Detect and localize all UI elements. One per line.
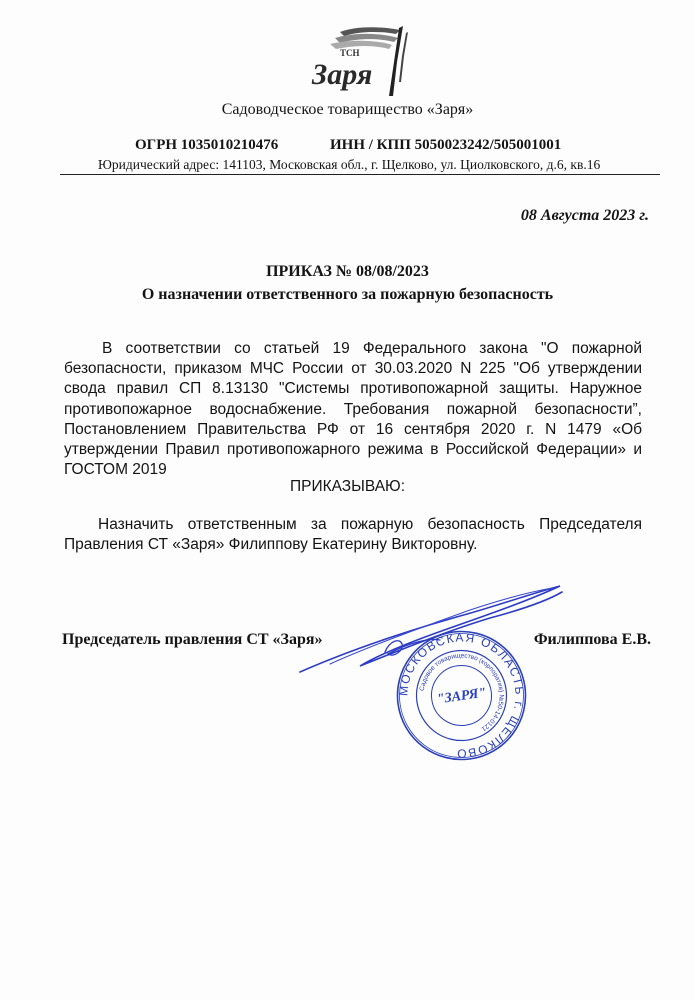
order-command: ПРИКАЗЫВАЮ: — [289, 478, 406, 495]
header-divider — [60, 174, 660, 175]
document-date: 08 Августа 2023 г. — [520, 207, 649, 224]
decision-paragraph: Назначить ответственным за пожарную безопасность Председателя Правления СТ «Заря» Филиппову Екатерину Викторовну. — [64, 516, 642, 554]
svg-text:МОСКОВСКАЯ ОБЛАСТЬ г. ЩЕЛКОВО: МОСКОВСКАЯ ОБЛАСТЬ г. ЩЕЛКОВО — [396, 630, 527, 761]
organization-logo — [300, 22, 415, 100]
svg-text:Садовое товарищество (корпорат: Садовое товарищество (корпоратив) №50-14-0121 — [418, 652, 505, 733]
svg-text:ТСН: ТСН — [340, 48, 360, 58]
round-stamp — [394, 628, 529, 763]
preamble-paragraph: В соответствии со статьей 19 Федерального закона "О пожарной безопасности, приказом МЧС России от 30.03.2020 N 225 "Об утверждении свода правил СП 8.13130 "Системы противопожарной защиты. Наружное противопожарное водоснабжение. Требования пожарной безопасности”, Постановлением Правительства РФ от 16 сентября 2020 г. N 1479 «Об утверждении Правил противопожарного режима в Российской Федерации» и ГОСТОМ 2019 — [64, 340, 642, 479]
ogrn-number: ОГРН 1035010210476 — [135, 137, 279, 153]
inn-kpp-number: ИНН / КПП 5050023242/505001001 — [330, 137, 562, 153]
legal-address: Юридический адрес: 141103, Московская обл., г. Щелково, ул. Циолковского, д.6, кв.16 — [98, 157, 601, 172]
organization-name: Садоводческое товарищество «Заря» — [221, 101, 474, 118]
signer-position: Председатель правления СТ «Заря» — [62, 631, 323, 648]
order-subject: О назначении ответственного за пожарную безопасность — [141, 286, 554, 303]
svg-text:"ЗАРЯ": "ЗАРЯ" — [436, 685, 488, 708]
signer-name: Филиппова Е.В. — [533, 631, 651, 648]
order-title: ПРИКАЗ № 08/08/2023 — [266, 263, 429, 280]
svg-text:Заря: Заря — [312, 58, 373, 91]
